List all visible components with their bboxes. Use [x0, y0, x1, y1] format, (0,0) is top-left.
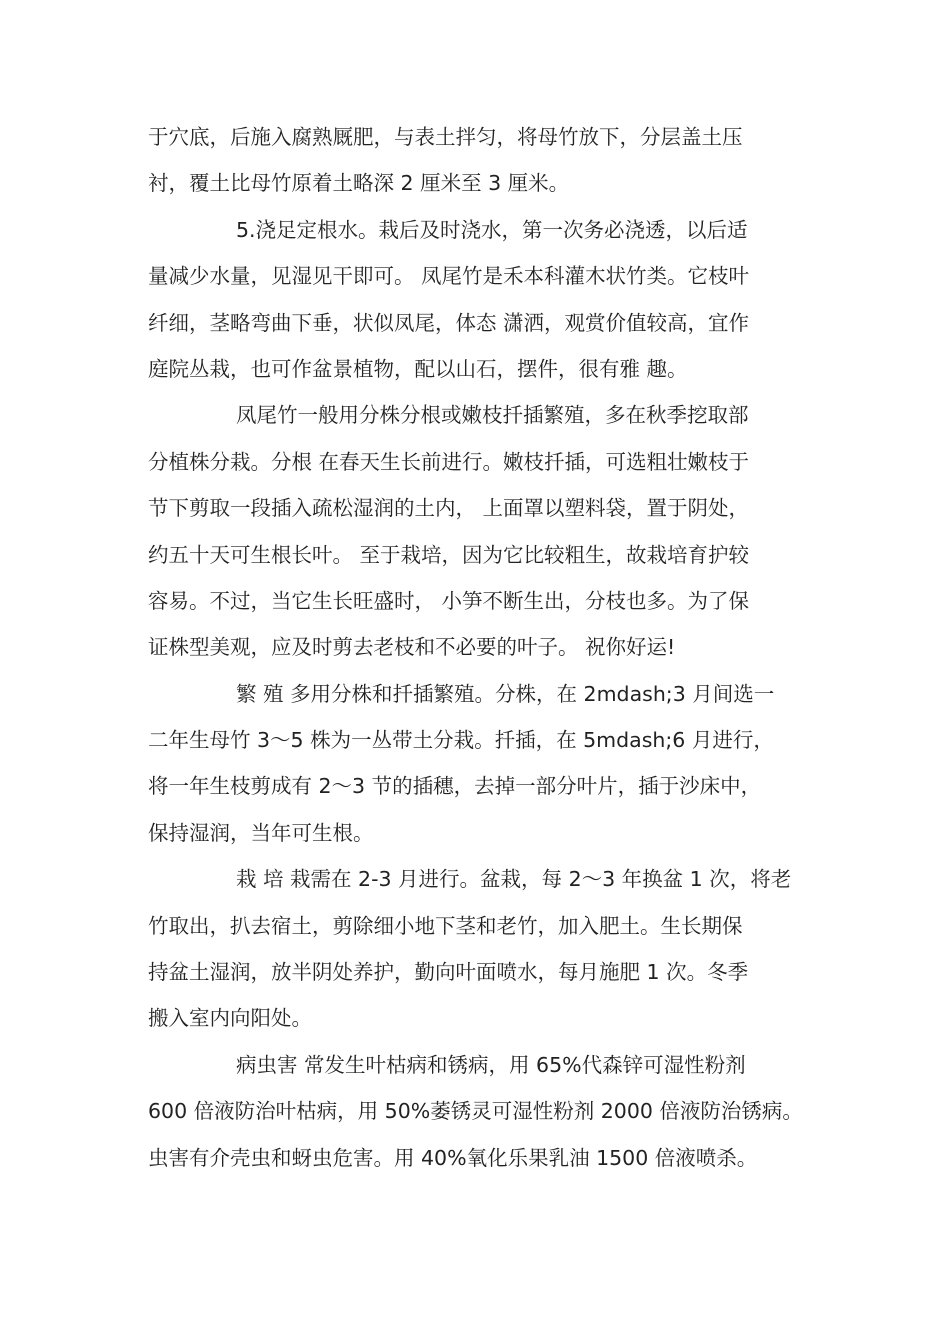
text-line: 栽 培 栽需在 2-3 月进行。盆栽，每 2～3 年换盆 1 次，将老 — [236, 867, 792, 892]
text-line: 量减少水量，见湿见干即可。 凤尾竹是禾本科灌木状竹类。它枝叶 — [148, 264, 750, 289]
document-body — [148, 114, 828, 1181]
text-line: 持盆土湿润，放半阴处养护，勤向叶面喷水，每月施肥 1 次。冬季 — [148, 960, 749, 985]
text-line: 凤尾竹一般用分株分根或嫩枝扦插繁殖，多在秋季挖取部 — [236, 403, 749, 428]
text-line: 搬入室内向阳处。 — [148, 1006, 312, 1031]
text-line: 容易。不过，当它生长旺盛时， 小笋不断生出，分枝也多。为了保 — [148, 588, 750, 613]
text-line: 5.浇足定根水。栽后及时浇水，第一次务必浇透，以后适 — [236, 217, 748, 242]
text-line: 分植株分栽。分根 在春天生长前进行。嫩枝扦插，可选粗壮嫩枝于 — [148, 449, 750, 474]
text-line: 于穴底，后施入腐熟厩肥，与表土拌匀，将母竹放下，分层盖土压 — [148, 125, 743, 149]
text-line: 二年生母竹 3～5 株为一丛带土分栽。扦插，在 5mdash;6 月进行， — [148, 728, 774, 753]
text-line: 虫害有介壳虫和蚜虫危害。用 40%氧化乐果乳油 1500 倍液喷杀。 — [148, 1145, 758, 1170]
text-line: 衬，覆土比母竹原着土略深 2 厘米至 3 厘米。 — [148, 171, 570, 196]
paragraph-watering — [148, 207, 828, 393]
text-line: 证株型美观，应及时剪去老枝和不必要的叶子。 祝你好运! — [148, 635, 676, 660]
text-line: 庭院丛栽，也可作盆景植物，配以山石，摆件，很有雅 趣。 — [148, 356, 688, 381]
text-line: 约五十天可生根长叶。 至于栽培，因为它比较粗生，故栽培育护较 — [148, 542, 750, 567]
paragraph-cultivation — [148, 856, 828, 1042]
paragraph-pests — [148, 1042, 828, 1181]
text-line: 将一年生枝剪成有 2～3 节的插穗，去掉一部分叶片，插于沙床中， — [148, 774, 762, 799]
text-line: 600 倍液防治叶枯病，用 50%萎锈灵可湿性粉剂 2000 倍液防治锈病。 — [148, 1099, 803, 1124]
text-line: 保持湿润，当年可生根。 — [148, 820, 374, 845]
text-line: 病虫害 常发生叶枯病和锈病，用 65%代森锌可湿性粉剂 — [236, 1052, 746, 1077]
paragraph-propagation — [148, 671, 828, 857]
text-line: 竹取出，扒去宿土，剪除细小地下茎和老竹，加入肥土。生长期保 — [148, 913, 743, 938]
paragraph-planting-continued — [148, 114, 828, 207]
paragraph-propagation-general — [148, 392, 828, 670]
text-line: 繁 殖 多用分株和扦插繁殖。分株，在 2mdash;3 月间选一 — [236, 681, 775, 706]
text-line: 节下剪取一段插入疏松湿润的土内， 上面罩以塑料袋，置于阴处， — [148, 496, 750, 521]
text-line: 纤细，茎略弯曲下垂，状似凤尾，体态 潇洒，观赏价值较高，宜作 — [148, 310, 750, 335]
